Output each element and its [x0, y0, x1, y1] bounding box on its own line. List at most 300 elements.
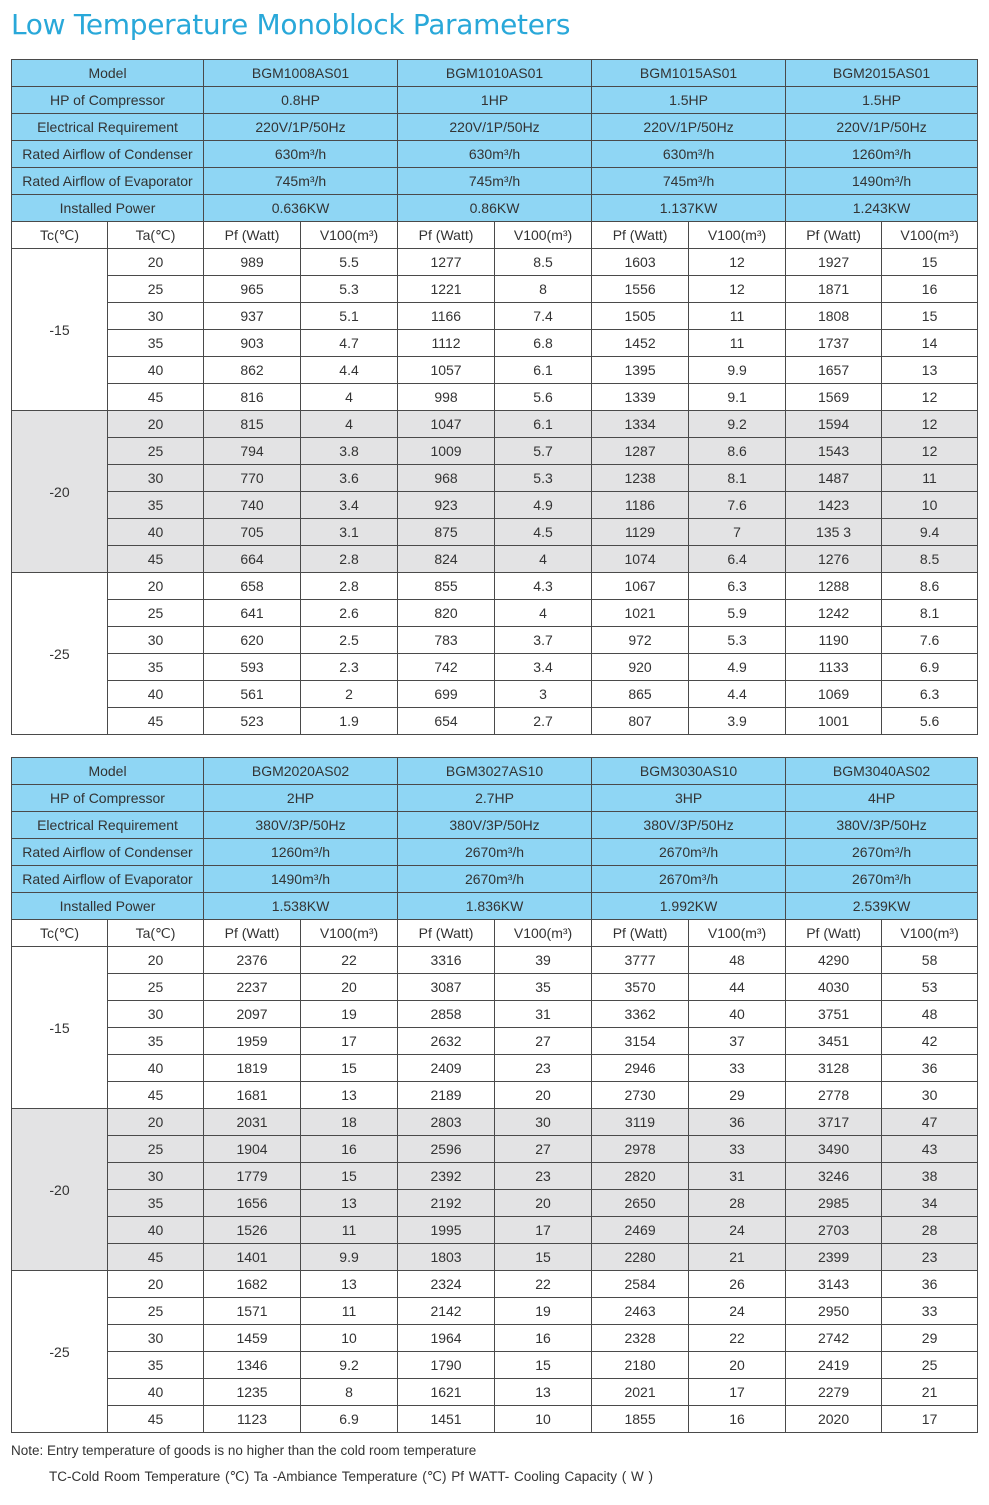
- v100-value: 2: [301, 681, 398, 708]
- pf-value: 1288: [786, 573, 882, 600]
- table-row: [12, 1217, 978, 1244]
- v100-value: 9.9: [301, 1244, 398, 1271]
- v100-value: 21: [882, 1379, 978, 1406]
- v100-value: 9.4: [882, 519, 978, 546]
- tc-value: -15: [12, 947, 108, 1109]
- pf-value: 2180: [592, 1352, 689, 1379]
- row-label: Electrical Requirement: [12, 114, 204, 141]
- v100-value: 3.6: [301, 465, 398, 492]
- row-label: Rated Airflow of Condenser: [12, 141, 204, 168]
- v100-value: 8.5: [495, 249, 592, 276]
- v100-value: 16: [301, 1136, 398, 1163]
- pf-value: 1656: [204, 1190, 301, 1217]
- evaporator-airflow-row: [12, 168, 978, 195]
- model-cond-cell: 2670m³/h: [786, 839, 978, 866]
- v100-value: 15: [882, 303, 978, 330]
- pf-value: 2280: [592, 1244, 689, 1271]
- pf-value: 937: [204, 303, 301, 330]
- ta-value: 40: [108, 519, 204, 546]
- pf-value: 1346: [204, 1352, 301, 1379]
- model-evap-cell: 2670m³/h: [398, 866, 592, 893]
- model-name-cell: BGM1008AS01: [204, 60, 398, 87]
- v100-value: 7: [689, 519, 786, 546]
- v100-value: 12: [882, 438, 978, 465]
- v100-value: 25: [882, 1352, 978, 1379]
- ta-value: 35: [108, 330, 204, 357]
- v100-value: 15: [495, 1352, 592, 1379]
- v100-value: 22: [689, 1325, 786, 1352]
- pf-header: Pf (Watt): [786, 222, 882, 249]
- v100-value: 22: [301, 947, 398, 974]
- v100-value: 4.5: [495, 519, 592, 546]
- pf-value: 815: [204, 411, 301, 438]
- table-row: [12, 1163, 978, 1190]
- table-row: [12, 1028, 978, 1055]
- pf-value: 807: [592, 708, 689, 735]
- v100-value: 48: [882, 1001, 978, 1028]
- pf-value: 1277: [398, 249, 495, 276]
- model-elec-cell: 220V/1P/50Hz: [398, 114, 592, 141]
- condenser-airflow-row: [12, 141, 978, 168]
- pf-value: 2463: [592, 1298, 689, 1325]
- row-label: Rated Airflow of Evaporator: [12, 168, 204, 195]
- model-power-cell: 1.137KW: [592, 195, 786, 222]
- v100-value: 6.1: [495, 411, 592, 438]
- v100-value: 29: [882, 1325, 978, 1352]
- ta-value: 40: [108, 357, 204, 384]
- v100-value: 16: [882, 276, 978, 303]
- pf-value: 1423: [786, 492, 882, 519]
- model-power-cell: 1.538KW: [204, 893, 398, 920]
- ta-value: 40: [108, 681, 204, 708]
- v100-value: 36: [689, 1109, 786, 1136]
- table-row: [12, 357, 978, 384]
- table-row: [12, 1271, 978, 1298]
- ta-value: 20: [108, 947, 204, 974]
- v100-value: 5.9: [689, 600, 786, 627]
- ta-value: 35: [108, 1028, 204, 1055]
- model-evap-cell: 1490m³/h: [786, 168, 978, 195]
- pf-value: 820: [398, 600, 495, 627]
- pf-value: 1904: [204, 1136, 301, 1163]
- v100-value: 8: [495, 276, 592, 303]
- v100-value: 5.7: [495, 438, 592, 465]
- model-hp-cell: 1.5HP: [786, 87, 978, 114]
- v100-value: 9.2: [301, 1352, 398, 1379]
- ta-value: 40: [108, 1379, 204, 1406]
- pf-value: 2097: [204, 1001, 301, 1028]
- pf-value: 1452: [592, 330, 689, 357]
- spec-table-2: [11, 757, 978, 1433]
- v100-value: 11: [689, 303, 786, 330]
- table-row: [12, 438, 978, 465]
- v100-value: 4.4: [689, 681, 786, 708]
- pf-value: 705: [204, 519, 301, 546]
- model-hp-cell: 3HP: [592, 785, 786, 812]
- pf-value: 3246: [786, 1163, 882, 1190]
- model-hp-cell: 1.5HP: [592, 87, 786, 114]
- v100-value: 36: [882, 1055, 978, 1082]
- pf-value: 1682: [204, 1271, 301, 1298]
- model-elec-cell: 220V/1P/50Hz: [786, 114, 978, 141]
- pf-value: 1737: [786, 330, 882, 357]
- model-cond-cell: 1260m³/h: [786, 141, 978, 168]
- model-elec-cell: 380V/3P/50Hz: [204, 812, 398, 839]
- v100-value: 39: [495, 947, 592, 974]
- pf-value: 875: [398, 519, 495, 546]
- pf-value: 1543: [786, 438, 882, 465]
- ta-value: 25: [108, 1298, 204, 1325]
- pf-value: 968: [398, 465, 495, 492]
- pf-value: 620: [204, 627, 301, 654]
- v100-value: 11: [882, 465, 978, 492]
- v100-value: 15: [301, 1055, 398, 1082]
- pf-value: 2632: [398, 1028, 495, 1055]
- pf-value: 664: [204, 546, 301, 573]
- model-name-cell: BGM1010AS01: [398, 60, 592, 87]
- table-row: [12, 1082, 978, 1109]
- model-elec-cell: 220V/1P/50Hz: [592, 114, 786, 141]
- model-name-cell: BGM3030AS10: [592, 758, 786, 785]
- pf-value: 2985: [786, 1190, 882, 1217]
- v100-value: 9.1: [689, 384, 786, 411]
- installed-power-row: [12, 195, 978, 222]
- pf-value: 1021: [592, 600, 689, 627]
- table-row: [12, 947, 978, 974]
- table-row: [12, 1352, 978, 1379]
- ta-value: 35: [108, 1352, 204, 1379]
- table-row: [12, 1379, 978, 1406]
- pf-value: 1009: [398, 438, 495, 465]
- pf-value: 1190: [786, 627, 882, 654]
- table-row: [12, 1190, 978, 1217]
- v100-header: V100(m³): [689, 222, 786, 249]
- pf-value: 2237: [204, 974, 301, 1001]
- pf-value: 1129: [592, 519, 689, 546]
- pf-value: 2469: [592, 1217, 689, 1244]
- pf-value: 1057: [398, 357, 495, 384]
- v100-value: 6.1: [495, 357, 592, 384]
- pf-value: 593: [204, 654, 301, 681]
- ta-header: Ta(℃): [108, 920, 204, 947]
- v100-value: 5.3: [301, 276, 398, 303]
- table-row: [12, 384, 978, 411]
- v100-value: 5.6: [495, 384, 592, 411]
- v100-value: 5.3: [689, 627, 786, 654]
- pf-value: 135 3: [786, 519, 882, 546]
- pf-value: 1594: [786, 411, 882, 438]
- v100-value: 3: [495, 681, 592, 708]
- v100-value: 8.6: [882, 573, 978, 600]
- tc-value: -20: [12, 1109, 108, 1271]
- v100-value: 4.7: [301, 330, 398, 357]
- pf-value: 1067: [592, 573, 689, 600]
- pf-value: 862: [204, 357, 301, 384]
- ta-value: 20: [108, 1109, 204, 1136]
- pf-value: 3119: [592, 1109, 689, 1136]
- electrical-row: [12, 812, 978, 839]
- model-elec-cell: 380V/3P/50Hz: [592, 812, 786, 839]
- pf-value: 1927: [786, 249, 882, 276]
- v100-value: 9.9: [689, 357, 786, 384]
- v100-value: 8: [301, 1379, 398, 1406]
- v100-value: 4.4: [301, 357, 398, 384]
- table-row: [12, 249, 978, 276]
- model-row: [12, 60, 978, 87]
- pf-header: Pf (Watt): [592, 920, 689, 947]
- v100-value: 4: [495, 600, 592, 627]
- pf-value: 2703: [786, 1217, 882, 1244]
- table-row: [12, 600, 978, 627]
- pf-value: 855: [398, 573, 495, 600]
- model-row: [12, 758, 978, 785]
- v100-value: 34: [882, 1190, 978, 1217]
- v100-value: 6.8: [495, 330, 592, 357]
- v100-value: 35: [495, 974, 592, 1001]
- pf-value: 1451: [398, 1406, 495, 1433]
- row-label: Rated Airflow of Evaporator: [12, 866, 204, 893]
- v100-value: 40: [689, 1001, 786, 1028]
- pf-value: 824: [398, 546, 495, 573]
- v100-value: 5.1: [301, 303, 398, 330]
- tc-value: -25: [12, 573, 108, 735]
- pf-value: 740: [204, 492, 301, 519]
- pf-value: 2376: [204, 947, 301, 974]
- ta-value: 30: [108, 1325, 204, 1352]
- pf-header: Pf (Watt): [786, 920, 882, 947]
- v100-value: 23: [882, 1244, 978, 1271]
- ta-value: 30: [108, 465, 204, 492]
- v100-value: 9.2: [689, 411, 786, 438]
- pf-value: 2021: [592, 1379, 689, 1406]
- table-row: [12, 974, 978, 1001]
- pf-value: 816: [204, 384, 301, 411]
- v100-value: 2.8: [301, 573, 398, 600]
- column-header-row: [12, 222, 978, 249]
- v100-value: 3.9: [689, 708, 786, 735]
- v100-value: 18: [301, 1109, 398, 1136]
- pf-value: 3570: [592, 974, 689, 1001]
- v100-value: 16: [495, 1325, 592, 1352]
- pf-value: 2803: [398, 1109, 495, 1136]
- v100-header: V100(m³): [495, 222, 592, 249]
- pf-value: 2820: [592, 1163, 689, 1190]
- v100-value: 37: [689, 1028, 786, 1055]
- table-row: [12, 519, 978, 546]
- pf-value: 2279: [786, 1379, 882, 1406]
- model-elec-cell: 380V/3P/50Hz: [786, 812, 978, 839]
- pf-value: 1569: [786, 384, 882, 411]
- evaporator-airflow-row: [12, 866, 978, 893]
- v100-value: 2.5: [301, 627, 398, 654]
- ta-value: 30: [108, 1163, 204, 1190]
- v100-value: 26: [689, 1271, 786, 1298]
- tc-header: Tc(℃): [12, 222, 108, 249]
- tc-value: -20: [12, 411, 108, 573]
- v100-value: 38: [882, 1163, 978, 1190]
- v100-value: 5.6: [882, 708, 978, 735]
- pf-value: 903: [204, 330, 301, 357]
- pf-value: 523: [204, 708, 301, 735]
- table-row: [12, 1136, 978, 1163]
- v100-value: 3.7: [495, 627, 592, 654]
- v100-value: 20: [301, 974, 398, 1001]
- pf-value: 3490: [786, 1136, 882, 1163]
- v100-value: 3.4: [495, 654, 592, 681]
- pf-value: 699: [398, 681, 495, 708]
- pf-value: 2946: [592, 1055, 689, 1082]
- pf-value: 965: [204, 276, 301, 303]
- table-row: [12, 276, 978, 303]
- column-header-row: [12, 920, 978, 947]
- v100-value: 53: [882, 974, 978, 1001]
- pf-value: 1803: [398, 1244, 495, 1271]
- pf-value: 1621: [398, 1379, 495, 1406]
- v100-value: 12: [882, 411, 978, 438]
- v100-value: 12: [689, 276, 786, 303]
- pf-value: 1819: [204, 1055, 301, 1082]
- v100-value: 29: [689, 1082, 786, 1109]
- pf-value: 1242: [786, 600, 882, 627]
- v100-value: 12: [689, 249, 786, 276]
- model-cond-cell: 630m³/h: [398, 141, 592, 168]
- pf-value: 998: [398, 384, 495, 411]
- pf-value: 1855: [592, 1406, 689, 1433]
- table-row: [12, 681, 978, 708]
- table-row: [12, 492, 978, 519]
- pf-value: 1133: [786, 654, 882, 681]
- v100-value: 23: [495, 1055, 592, 1082]
- v100-value: 7.4: [495, 303, 592, 330]
- ta-value: 20: [108, 573, 204, 600]
- model-evap-cell: 745m³/h: [592, 168, 786, 195]
- pf-header: Pf (Watt): [592, 222, 689, 249]
- v100-value: 43: [882, 1136, 978, 1163]
- v100-value: 11: [301, 1217, 398, 1244]
- pf-value: 1459: [204, 1325, 301, 1352]
- pf-value: 1166: [398, 303, 495, 330]
- pf-value: 1112: [398, 330, 495, 357]
- model-power-cell: 1.992KW: [592, 893, 786, 920]
- table-row: [12, 1325, 978, 1352]
- model-hp-cell: 4HP: [786, 785, 978, 812]
- model-elec-cell: 220V/1P/50Hz: [204, 114, 398, 141]
- model-power-cell: 0.86KW: [398, 195, 592, 222]
- pf-value: 770: [204, 465, 301, 492]
- pf-value: 3143: [786, 1271, 882, 1298]
- page-title: Low Temperature Monoblock Parameters: [11, 8, 571, 41]
- model-evap-cell: 2670m³/h: [592, 866, 786, 893]
- ta-value: 45: [108, 1244, 204, 1271]
- pf-value: 1186: [592, 492, 689, 519]
- v100-value: 13: [301, 1082, 398, 1109]
- v100-value: 19: [301, 1001, 398, 1028]
- pf-value: 1995: [398, 1217, 495, 1244]
- table-row: [12, 654, 978, 681]
- v100-value: 47: [882, 1109, 978, 1136]
- note-line-2: TC-Cold Room Temperature (℃) Ta -Ambiance Temperature (℃) Pf WATT- Cooling Capacity ( W ): [49, 1469, 653, 1484]
- v100-value: 19: [495, 1298, 592, 1325]
- ta-value: 20: [108, 411, 204, 438]
- pf-value: 972: [592, 627, 689, 654]
- row-label: Installed Power: [12, 893, 204, 920]
- v100-value: 48: [689, 947, 786, 974]
- pf-value: 2730: [592, 1082, 689, 1109]
- v100-value: 31: [689, 1163, 786, 1190]
- pf-value: 1123: [204, 1406, 301, 1433]
- pf-value: 4030: [786, 974, 882, 1001]
- v100-value: 8.6: [689, 438, 786, 465]
- pf-value: 1571: [204, 1298, 301, 1325]
- v100-value: 3.8: [301, 438, 398, 465]
- pf-value: 3154: [592, 1028, 689, 1055]
- pf-header: Pf (Watt): [204, 222, 301, 249]
- pf-value: 794: [204, 438, 301, 465]
- pf-value: 2399: [786, 1244, 882, 1271]
- v100-value: 15: [301, 1163, 398, 1190]
- table-row: [12, 1055, 978, 1082]
- model-power-cell: 0.636KW: [204, 195, 398, 222]
- v100-header: V100(m³): [882, 222, 978, 249]
- pf-value: 1808: [786, 303, 882, 330]
- v100-value: 10: [301, 1325, 398, 1352]
- pf-value: 1556: [592, 276, 689, 303]
- ta-value: 25: [108, 276, 204, 303]
- pf-value: 3451: [786, 1028, 882, 1055]
- pf-value: 923: [398, 492, 495, 519]
- tc-value: -25: [12, 1271, 108, 1433]
- pf-value: 1334: [592, 411, 689, 438]
- note-line-1: Note: Entry temperature of goods is no higher than the cold room temperature: [11, 1443, 477, 1458]
- v100-value: 2.8: [301, 546, 398, 573]
- v100-value: 20: [495, 1082, 592, 1109]
- pf-value: 2584: [592, 1271, 689, 1298]
- v100-value: 11: [689, 330, 786, 357]
- v100-value: 10: [495, 1406, 592, 1433]
- model-name-cell: BGM2020AS02: [204, 758, 398, 785]
- pf-value: 2650: [592, 1190, 689, 1217]
- pf-value: 1657: [786, 357, 882, 384]
- row-label: Rated Airflow of Condenser: [12, 839, 204, 866]
- pf-value: 1603: [592, 249, 689, 276]
- v100-value: 24: [689, 1298, 786, 1325]
- pf-value: 783: [398, 627, 495, 654]
- model-name-cell: BGM3027AS10: [398, 758, 592, 785]
- pf-value: 1681: [204, 1082, 301, 1109]
- pf-value: 1526: [204, 1217, 301, 1244]
- v100-value: 6.9: [301, 1406, 398, 1433]
- v100-value: 23: [495, 1163, 592, 1190]
- ta-value: 45: [108, 708, 204, 735]
- tc-header: Tc(℃): [12, 920, 108, 947]
- model-name-cell: BGM1015AS01: [592, 60, 786, 87]
- pf-value: 2020: [786, 1406, 882, 1433]
- pf-value: 1959: [204, 1028, 301, 1055]
- model-hp-cell: 2HP: [204, 785, 398, 812]
- v100-value: 33: [882, 1298, 978, 1325]
- ta-header: Ta(℃): [108, 222, 204, 249]
- ta-value: 20: [108, 249, 204, 276]
- model-hp-cell: 0.8HP: [204, 87, 398, 114]
- pf-value: 1235: [204, 1379, 301, 1406]
- tc-value: -15: [12, 249, 108, 411]
- model-evap-cell: 1490m³/h: [204, 866, 398, 893]
- ta-value: 25: [108, 1136, 204, 1163]
- v100-value: 13: [301, 1190, 398, 1217]
- v100-value: 11: [301, 1298, 398, 1325]
- v100-value: 36: [882, 1271, 978, 1298]
- pf-value: 3751: [786, 1001, 882, 1028]
